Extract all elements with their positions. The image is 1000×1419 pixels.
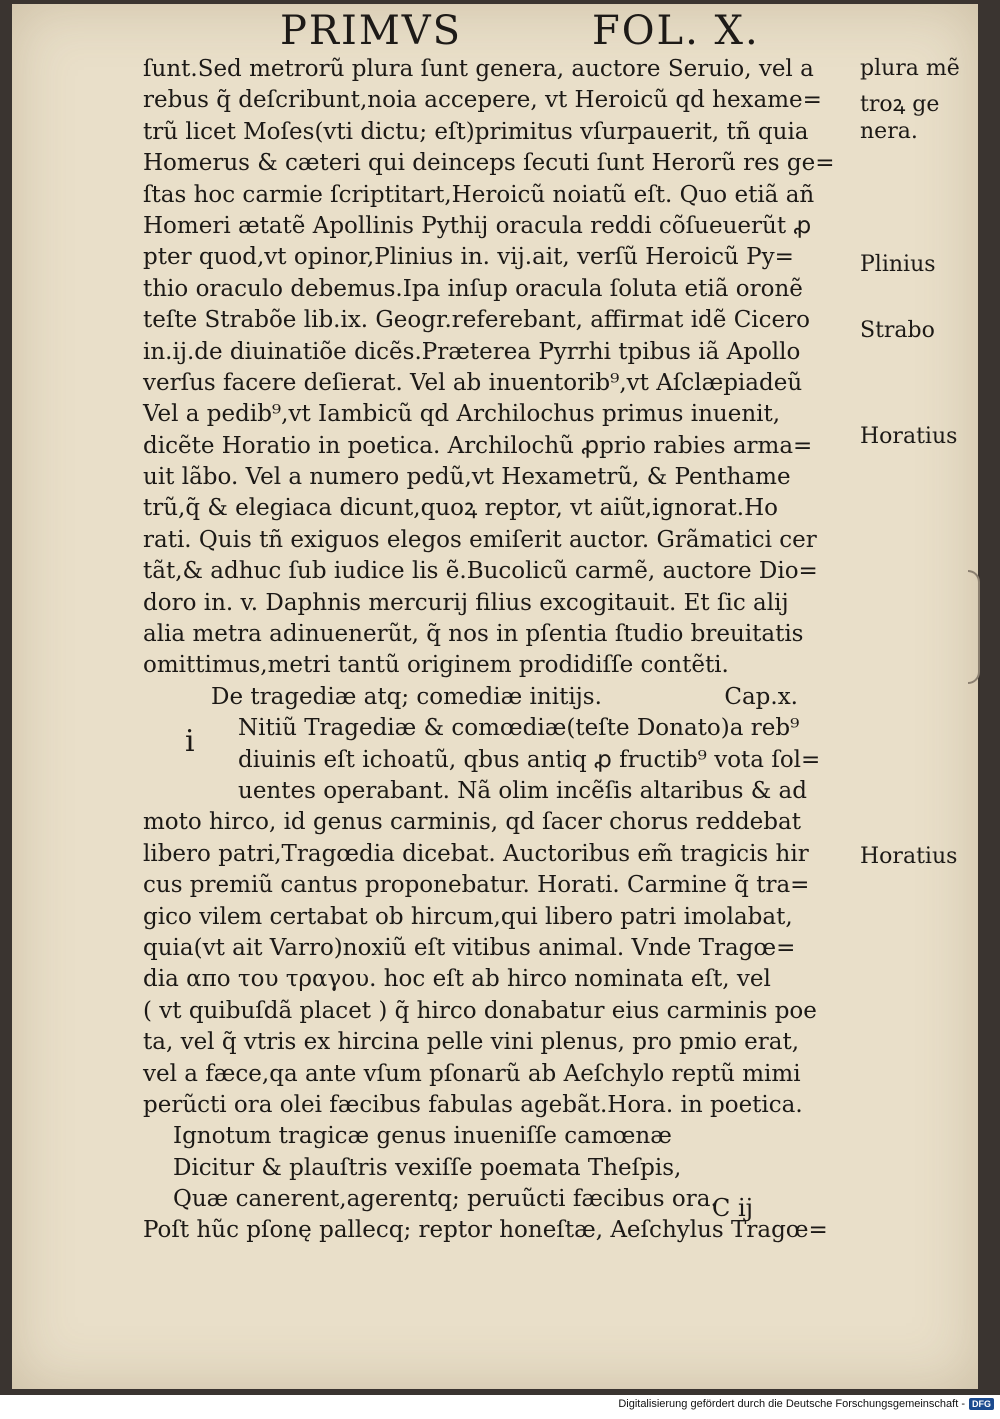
- text-line: teſte Strabõe lib.ix. Geogr.referebant, affirmat idẽ Cicero: [143, 307, 810, 334]
- text-line: ſtas hoc carmie ſcriptitart,Heroicũ noiatũ eſt. Quo etiã añ: [143, 181, 815, 208]
- text-line: libero patri,Tragœdia dicebat. Auctoribus em̃ tragicis hir: [143, 840, 809, 867]
- verse-line: Ignotum tragicæ genus inueniſſe camœnæ: [173, 1123, 672, 1150]
- chapter-title: De tragediæ atq; comediæ initijs.: [211, 683, 602, 710]
- verse-line: Quæ canerent,agerentq; peruũcti fæcibus ora.: [173, 1186, 718, 1213]
- text-line: cus premiũ cantus proponebatur. Horati. Carmine q̃ tra=: [143, 872, 810, 899]
- text-line: dicẽte Horatio in poetica. Archilochũ ꝓprio rabies arma=: [143, 432, 813, 459]
- folio-number: FOL. X.: [592, 8, 760, 54]
- footer-credit: [618, 1398, 994, 1410]
- footer-text: Digitalisierung gefördert durch die Deutsche Forschungsgemeinschaft -: [618, 1398, 965, 1410]
- text-line: Nitiũ Tragediæ & comœdiæ(teſte Donato)a reb⁹: [238, 715, 800, 742]
- text-line: trũ,q̃ & elegiaca dicunt,quoꝝ reptor, vt aiũt,ignorat.Ho: [143, 495, 778, 522]
- text-line: quia(vt ait Varro)noxiũ eſt vitibus animal. Vnde Tragœ=: [143, 934, 796, 961]
- verse-line: Dicitur & plauſtris vexiſſe poemata Theſpis,: [173, 1154, 682, 1181]
- text-line: rebus q̃ deſcribunt,noia accepere, vt Heroicũ qd hexame=: [143, 87, 822, 114]
- text-line: thio oraculo debemus.Ipa inſup oracula ſoluta etiã oronẽ: [143, 275, 803, 302]
- text-line: trũ licet Moſes(vti dictu; eſt)primitus vſurpauerit, tñ quia: [143, 118, 809, 145]
- text-line: Vel a pedib⁹,vt Iambicũ qd Archilochus primus inuenit,: [143, 401, 781, 428]
- text-line: gico vilem certabat ob hircum,qui libero patri imolabat,: [143, 903, 793, 930]
- text-line: pter quod,vt opinor,Plinius in. vij.ait, verſũ Heroicũ Py=: [143, 244, 794, 271]
- running-head: PRIMVS: [280, 8, 463, 54]
- text-line: verſus facere deſierat. Vel ab inuentorib⁹,vt Aſclæpiadeũ: [143, 369, 803, 396]
- margin-note: Horatius: [860, 844, 958, 869]
- text-line: Homerus & cæteri qui deinceps ſecuti ſunt Herorũ res ge=: [143, 150, 835, 177]
- text-line: dia απο του τραγου. hoc eſt ab hirco nominata eſt, vel: [143, 966, 771, 993]
- text-line: omittimus,metri tantũ originem prodidiſſe contẽti.: [143, 652, 729, 679]
- page-edge: [968, 570, 980, 684]
- text-line: diuinis eſt ichoatũ, qbus antiq ꝓ fructib⁹ vota ſol=: [238, 746, 821, 773]
- main-text-block: [143, 54, 858, 1247]
- text-line: tãt,& adhuc ſub iudice lis ẽ.Bucolicũ carmẽ, auctore Dio=: [143, 558, 818, 585]
- chapter-heading: [143, 682, 858, 713]
- text-line: perũcti ora olei fæcibus fabulas agebãt.Hora. in poetica.: [143, 1091, 803, 1118]
- text-line: doro in. v. Daphnis mercurij filius excogitauit. Et ſic alij: [143, 589, 789, 616]
- text-line: ta, vel q̃ vtris ex hircina pelle vini plenus, pro pmio erat,: [143, 1029, 800, 1056]
- drop-cap-initial: i: [185, 724, 195, 759]
- text-line: in.ij.de diuinatiõe dicẽs.Præterea Pyrrhi tpibus iã Apollo: [143, 338, 801, 365]
- chapter-number: Cap.x.: [724, 683, 798, 710]
- text-line: uentes operabant. Nã olim incẽſis altaribus & ad: [238, 777, 807, 804]
- margin-note: troꝝ ge: [860, 92, 940, 117]
- text-line: ( vt quibuſdã placet ) q̃ hirco donabatur eius carminis poe: [143, 997, 817, 1024]
- text-line: uit lãbo. Vel a numero pedũ,vt Hexametrũ, & Penthame: [143, 464, 791, 491]
- text-line: ſunt.Sed metrorũ plura ſunt genera, auctore Seruio, vel a: [143, 56, 814, 82]
- text-line: Homeri ætatẽ Apollinis Pythij oracula reddi cõſueuerũt ꝓ: [143, 212, 812, 239]
- margin-note: nera.: [860, 119, 918, 144]
- margin-note: Horatius: [860, 424, 958, 449]
- dfg-logo-icon: DFG: [969, 1398, 994, 1410]
- text-line: rati. Quis tñ exiguos elegos emiſerit auctor. Grãmatici cer: [143, 526, 817, 553]
- signature-mark: C ij: [712, 1194, 754, 1222]
- text-line: Poſt hũc pſonę pallecq; reptor honeſtæ, Aeſchylus Tragœ=: [143, 1217, 828, 1244]
- text-line: alia metra adinuenerũt, q̃ nos in pſentia ſtudio breuitatis: [143, 621, 804, 648]
- margin-note: plura mẽ: [860, 56, 960, 81]
- text-line: vel a fæce,qa ante vſum pſonarũ ab Aeſchylo reptũ mimi: [143, 1060, 801, 1087]
- margin-note: Plinius: [860, 252, 936, 277]
- text-line: moto hirco, id genus carminis, qd ſacer chorus reddebat: [143, 809, 801, 836]
- margin-note: Strabo: [860, 318, 935, 343]
